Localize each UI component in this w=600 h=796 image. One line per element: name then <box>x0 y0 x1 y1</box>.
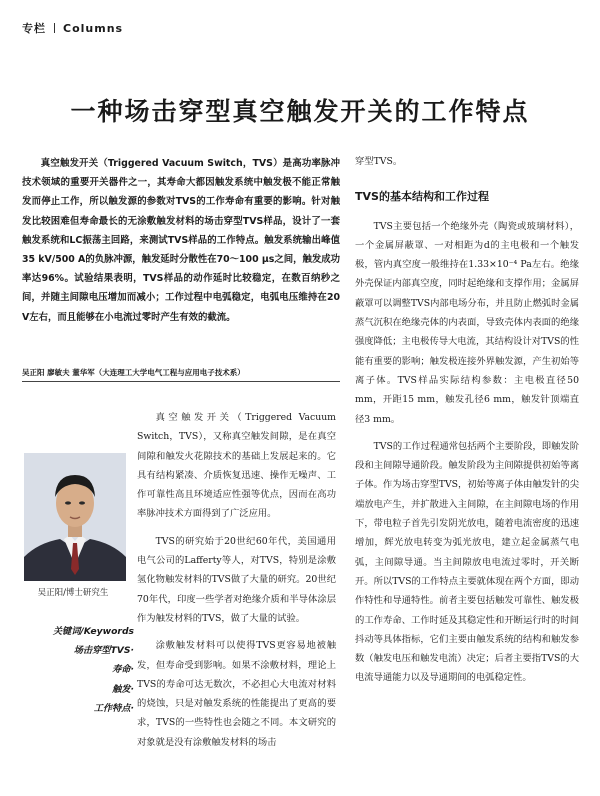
keywords-block <box>44 622 134 718</box>
body-paragraph: TVS的研究始于20世纪60年代，美国通用电气公司的Lafferty等人，对TVS，特别是涂敷氢化物触发材料的TVS做了大量的研究。20世纪70年代，印度一些学者对绝缘介质和半导体涂层作为触发材料的TVS，做了大量的试验。 <box>137 535 336 624</box>
body-paragraph: TVS主要包括一个绝缘外壳（陶瓷或玻璃材料），一个金属屏蔽罩、一对相距为d的主电极和一个触发极，管内真空度一般维持在1.33×10⁻⁴ Pa左右。绝缘外壳保证内部真空度，同时起绝缘和支撑作用；金属屏蔽罩可以调整TVS内部电场分布，并且防止燃弧时金属蒸气沉积在绝缘壳体的内表面，导致壳体内表面的绝缘强度降低；主电极传导大电流，其结构设计对TVS的性能有重要的影响；触发极连接外界触发源，产生初始等离子体。TVS样品实际结构参数：主电极直径50 mm，开距15 mm，触发孔径6 mm，触发针顶端直径3 mm。 <box>355 220 579 425</box>
body-column-middle <box>137 408 336 760</box>
section-header <box>22 20 123 36</box>
keywords-label: 关键词/Keywords <box>52 626 134 637</box>
keyword-item: 场击穿型TVS· <box>73 645 134 657</box>
photo-caption: 吴正阳/博士研究生 <box>37 588 109 598</box>
author-photo <box>24 453 126 581</box>
section-name-en: Columns <box>63 22 124 35</box>
abstract: 真空触发开关（Triggered Vacuum Switch，TVS）是高功率脉冲技术领域的重要开关器件之一，其寿命大都因触发系统中触发极不能正常触发而停止工作，所以触发源的参数对TVS的工作寿命有重要的影响。针对触发比较困难但寿命最长的无涂敷触发材料的场击穿型TVS样品，设计了一套触发系统和LC振荡主回路，来测试TVS样品的工作特点。触发系统输出峰值35 kV/500 A的负脉冲源，触发延时分散性在70～100 μs之间，触发成功率达96%。试验结果表明，TVS样品的动作延时比较稳定，在数百纳秒之间，并随主间隙电压增加而减小；工作过程中电弧稳定，电弧电压维持在20 V左右，而且能够在小电流过零时产生有效的截流。 <box>22 158 340 323</box>
body-paragraph: 涂敷触发材料可以使得TVS更容易地被触发，但寿命受到影响。如果不涂敷材料，理论上TVS的寿命可达无数次，不必担心大电流对材料的烧蚀，只是对触发系统的性能提出了更高的要求，TVS的一些特性也会随之不同。本文研究的对象就是没有涂敷触发材料的场击 <box>137 640 336 748</box>
header-divider <box>54 23 55 33</box>
article-title: 一种场击穿型真空触发开关的工作特点 <box>70 97 530 126</box>
body-column-right <box>355 152 579 696</box>
section-name-cn: 专栏 <box>22 22 46 35</box>
author-line: 吴正阳 廖敏夫 董华军（大连理工大学电气工程与应用电子技术系） <box>22 368 245 377</box>
keyword-item: 寿命· <box>112 664 134 676</box>
body-paragraph: 真空触发开关（Triggered Vacuum Switch，TVS），又称真空触发间隙，是在真空间隙和触发火花隙技术的基础上发展起来的。它具有结构紧凑、介质恢复迅速、操作无噪声、工作可靠性高且环境适应性强等优点，因而在高功率脉冲技术方面得到了广泛应用。 <box>137 412 336 520</box>
body-paragraph: TVS的工作过程通常包括两个主要阶段，即触发阶段和主间隙导通阶段。触发阶段为主间隙提供初始等离子体。作为场击穿型TVS，初始等离子体由触发针的尖端放电产生，并扩散进入主间隙，在主间隙电场的作用下，带电粒子首先引发阴光放电，随着电流密度的迅速增加，辉光放电转变为弧光放电，建立起金属蒸气电弧，主间隙导通。当主间隙放电电流过零时，开关断开。所以TVS的工作特点主要就体现在两个方面，即动作特性和导通特性。前者主要包括触发可靠性、触发极的工作寿命、工作时延及其稳定性和开断运行时的时间抖动等具体指标，它们主要由触发系统的结构和触发参数（触发电压和触发电流）决定；后者主要指TVS的大电流导通能力以及导通期间的电弧稳定性。 <box>355 440 579 684</box>
body-paragraph-continued: 穿型TVS。 <box>355 156 403 167</box>
keyword-item: 触发· <box>112 683 134 695</box>
divider-rule <box>22 381 340 382</box>
keyword-item: 工作特点· <box>93 702 134 714</box>
portrait-image <box>24 453 126 581</box>
section-heading: TVS的基本结构和工作过程 <box>355 190 489 204</box>
